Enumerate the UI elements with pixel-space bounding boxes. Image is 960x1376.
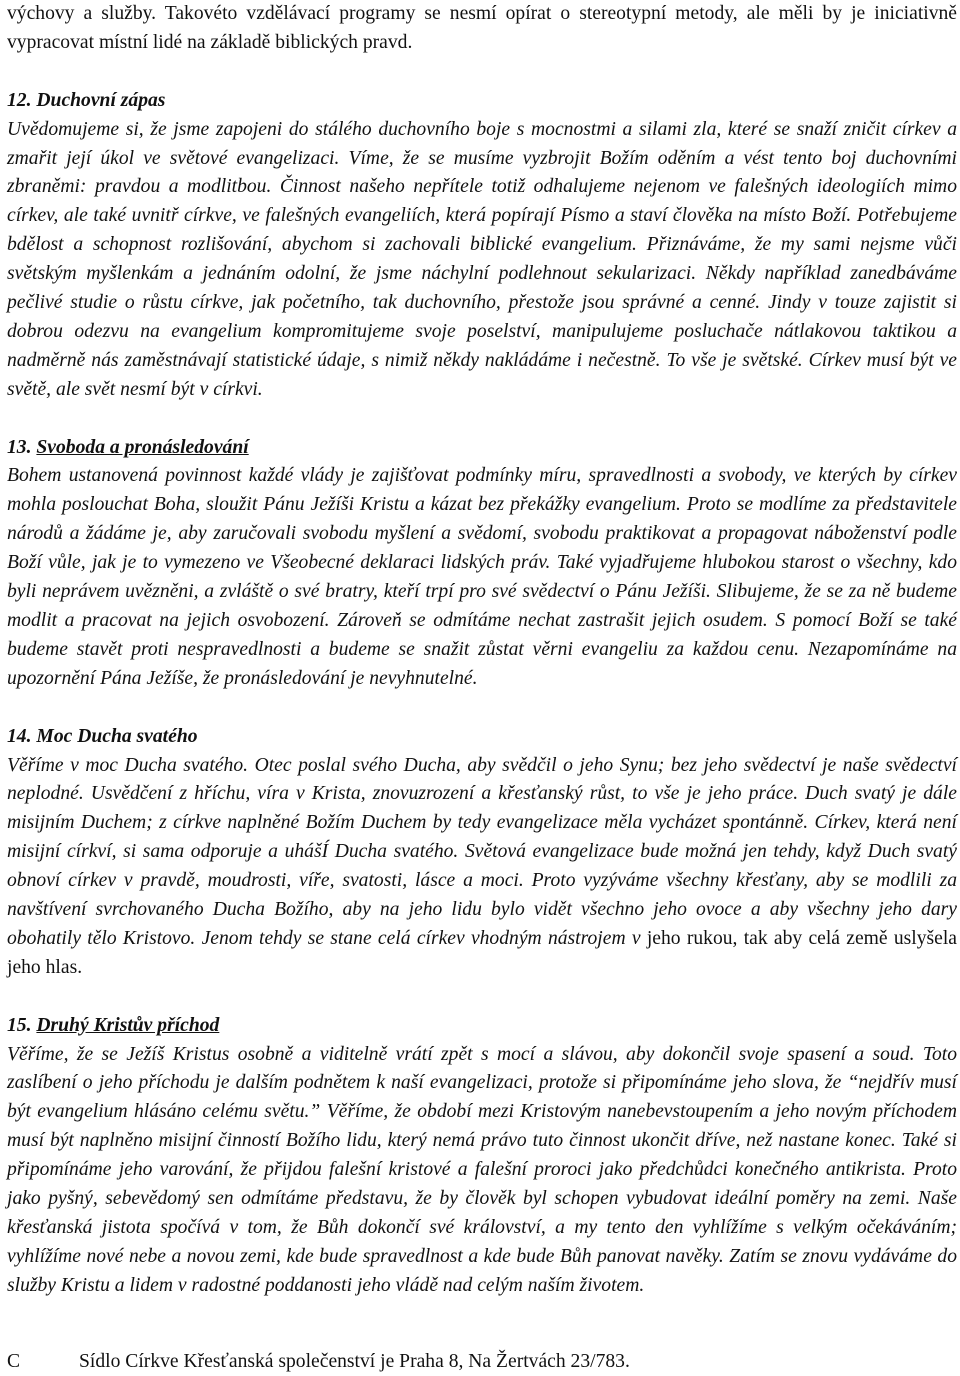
- section-title: Druhý Kristův příchod: [36, 1014, 220, 1036]
- section-body: [7, 752, 957, 983]
- section-heading: [7, 1012, 957, 1041]
- footnote: [7, 1348, 957, 1376]
- body-text-upright: jeho rukou, tak aby celá země uslyšela: [646, 927, 957, 949]
- section-body: [7, 116, 957, 405]
- body-text: Věříme v moc Ducha svatého. Otec poslal svého Ducha, aby svědčil o jeho Synu; bez jeho svědectví je naše svědectví neplodné. Usvědčení z hříchu, víra v Krista, znovuzrození a křesťanský růst, to vše je jeho práce. Duch svatý je dále misijním Duchem; z církve naplněné Božím Duchem by tedy evangelizace měla vycházet spontánně. Církev, která není misijní církví, si sama odporuje a uhášÍ Ducha svatého. Světová evangelizace bude možná jen tehdy, když Duch svatý obnoví církev v pravdě, moudrosti, víře, svatosti, lásce a moci. Proto vyzýváme všechny křesťany, aby se modlili za navštívení svrchovaného Ducha Božího, aby na jeho lidu bylo vidět všechno jeho ovoce a aby všechny jeho dary obohatily tělo Kristovo. Jenom tehdy se stane celá církev vhodným nástrojem v: [7, 754, 957, 949]
- section-title: Duchovní zápas: [36, 89, 166, 111]
- section-15: [7, 1012, 957, 1301]
- body-text-upright-end: jeho hlas.: [7, 956, 83, 978]
- section-body: [7, 462, 957, 693]
- section-number: 12.: [7, 89, 32, 111]
- section-number: 15.: [7, 1014, 32, 1036]
- section-14: [7, 723, 957, 983]
- footnote-text: Sídlo Církve Křesťanská společenství je Praha 8, Na Žertvách 23/783.: [79, 1351, 630, 1372]
- section-title: Svoboda a pronásledování: [36, 436, 249, 458]
- body-text: Bohem ustanovená povinnost každé vlády je zajišťovat podmínky míru, spravedlnosti a svobody, ve kterých by církev mohla poslouchat Boha, sloužit Pánu Ježíši Kristu a kázat bez překážky evangelium. Proto se modlíme za představitele národů a žádáme je, aby zaručovali svobodu myšlení a svědomí, svobodu praktikovat a propagovat náboženství podle Boží vůle, jak je to vymezeno ve Všeobecné deklaraci lidských práv. Také vyjadřujeme hlubokou starost o všechny, kdo byli neprávem uvězněni, a zvláště o své bratry, kteří trpí pro své svědectví o Pánu Ježíši. Slibujeme, že se za ně budeme modlit a pracovat na jejich osvobození. Zároveň se odmítáme nechat zastrašit jejich osudem. S pomocí Boží se také budeme stavět proti nespravedlnosti a budeme se snažit zůstat věrni evangeliu za každou cenu. Nezapomínáme na upozornění Pána Ježíše, že pronásledování je nevyhnutelné.: [7, 465, 957, 689]
- footnote-marker: C: [7, 1351, 21, 1372]
- intro-paragraph: výchovy a služby. Takovéto vzdělávací programy se nesmí opírat o stereotypní metody, ale měli by je iniciativně vypracovat místní lidé na základě biblických pravd.: [7, 3, 957, 53]
- section-number: 14.: [7, 725, 32, 747]
- section-number: 13.: [7, 436, 32, 458]
- section-heading: [7, 87, 957, 116]
- body-text: Uvědomujeme si, že jsme zapojeni do stálého duchovního boje s mocnostmi a silami zla, které se snaží zničit církev a zmařit její úkol ve světové evangelizaci. Víme, že se musíme vyzbrojit Božím oděním a vést tento boj duchovními zbraněmi: pravdou a modlitbou. Činnost našeho nepřítele totiž odhalujeme nejenom ve falešných ideologiích mimo církev, ale také uvnitř církve, ve falešných evangeliích, která popírají Písmo a staví člověka na místo Boží. Potřebujeme bdělost a schopnost rozlišování, abychom si zachovali biblické evangelium. Přiznáváme, že my sami nejsme vůči světským myšlenkám a jednáním odolní, že jsme náchylní podlehnout sekularizaci. Někdy například zanedbáváme pečlivé studie o růstu církve, jak početního, tak duchovního, přestože jsou správné a cenné. Jindy v touze zajistit si dobrou odezvu na evangelium kompromitujeme svoje poselství, manipulujeme posluchače nátlakovou taktikou a nadměrně nás zaměstnávají statistické údaje, s nimiž někdy nakládáme i nečestně. To vše je světské. Církev musí být ve světě, ale svět nesmí být v církvi.: [7, 118, 957, 400]
- section-heading: [7, 723, 957, 752]
- body-text: Věříme, že se Ježíš Kristus osobně a viditelně vrátí zpět s mocí a slávou, aby dokončil svoje spasení a soud. Toto zaslíbení o jeho příchodu je dalším podnětem k naší evangelizaci, protože si připomínáme jeho slova, že “nejdřív musí být evangelium hlásáno celému světu.” Věříme, že období mezi Kristovým nanebevstoupením a jeho novým příchodem musí být naplněno misijní činností Božího lidu, který nemá právo tuto činnost ukončit dříve, než nastane konec. Také si připomínáme jeho varování, že přijdou falešní kristové a falešní proroci jako předchůdci konečného antikrista. Proto jako pyšný, sebevědomý sen odmítáme představu, že by člověk byl schopen vybudovat ideální poměry na zemi. Naše křesťanská jistota spočívá v tom, že Bůh dokončí své království, a my tento den vyhlížíme s velkým očekáváním; vyhlížíme nové nebe a novou zemi, kde bude spravedlnost a kde bude Bůh panovat navěky. Zatím se znovu vydáváme do služby Kristu a lidem v radostné poddanosti jeho vládě nad celým naším životem.: [7, 1043, 957, 1296]
- section-body: [7, 1041, 957, 1301]
- document-page: [7, 0, 957, 1301]
- section-13: [7, 434, 957, 694]
- section-heading: [7, 434, 957, 463]
- section-12: [7, 87, 957, 405]
- section-title: Moc Ducha svatého: [36, 725, 198, 747]
